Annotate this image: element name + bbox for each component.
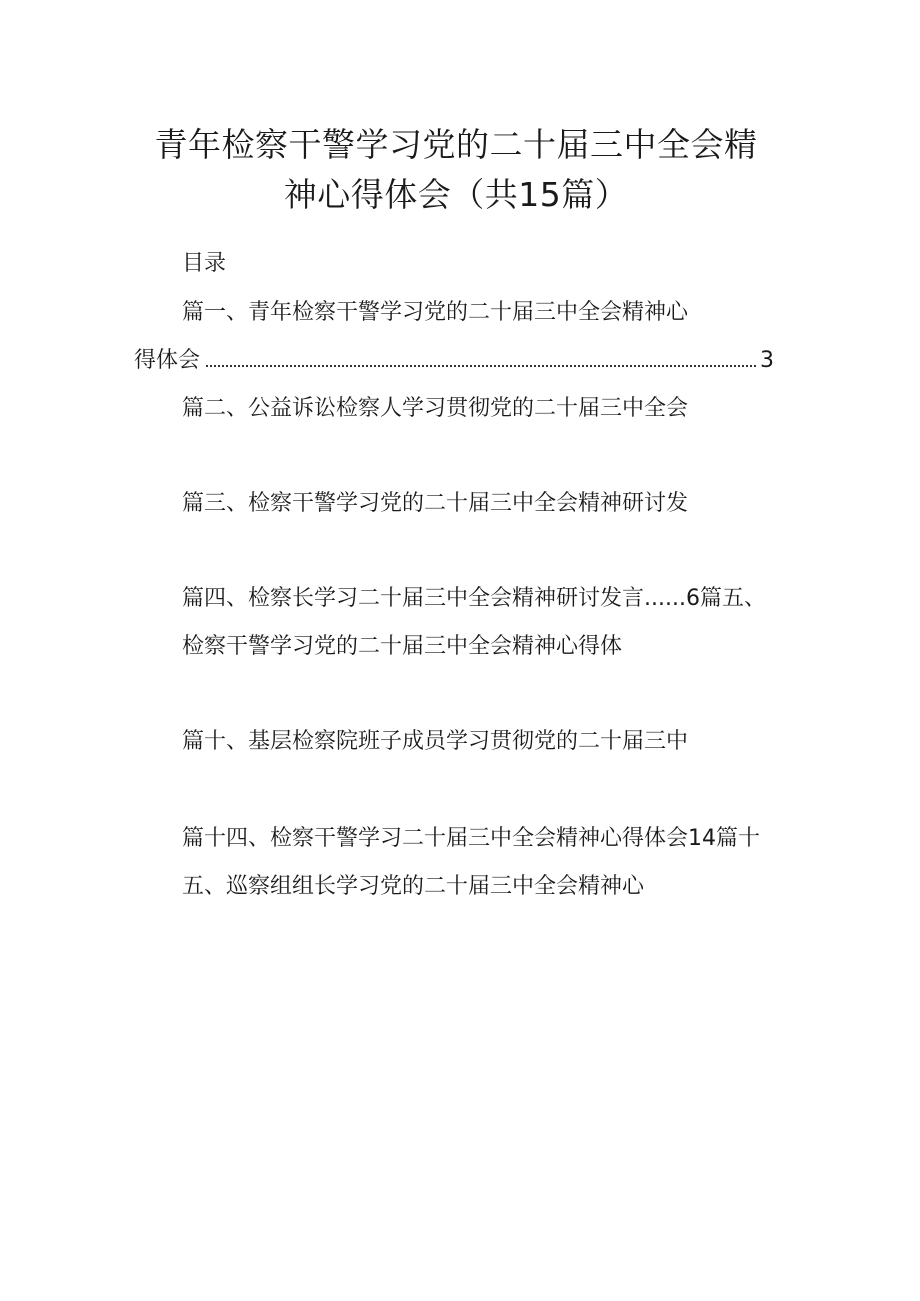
toc-heading: 目录 (182, 251, 227, 276)
toc-entry-1-line-2[interactable] (134, 350, 774, 372)
toc-page-number: 3 (760, 348, 774, 373)
document-title-line-2: 神心得体会（共15篇） (283, 175, 629, 214)
toc-entry-4[interactable]: 篇四、检察长学习二十届三中全会精神研讨发言......6篇五、 (182, 586, 766, 611)
toc-entry-15[interactable]: 五、巡察组组长学习党的二十届三中全会精神心 (182, 874, 645, 899)
document-title-line-1: 青年检察干警学习党的二十届三中全会精 (154, 125, 758, 164)
toc-entry-14[interactable]: 篇十四、检察干警学习二十届三中全会精神心得体会14篇十 (182, 826, 760, 851)
toc-entry-10[interactable]: 篇十、基层检察院班子成员学习贯彻党的二十届三中 (182, 729, 689, 754)
toc-entry-3[interactable]: 篇三、检察干警学习党的二十届三中全会精神研讨发 (182, 491, 689, 516)
toc-entry-1-line-1[interactable]: 篇一、青年检察干警学习党的二十届三中全会精神心 (182, 300, 689, 325)
toc-entry-2[interactable]: 篇二、公益诉讼检察人学习贯彻党的二十届三中全会 (182, 396, 689, 421)
toc-entry-text: 得体会 (134, 348, 201, 373)
toc-entry-5[interactable]: 检察干警学习党的二十届三中全会精神心得体 (182, 634, 623, 659)
toc-leader-dots (206, 365, 756, 367)
